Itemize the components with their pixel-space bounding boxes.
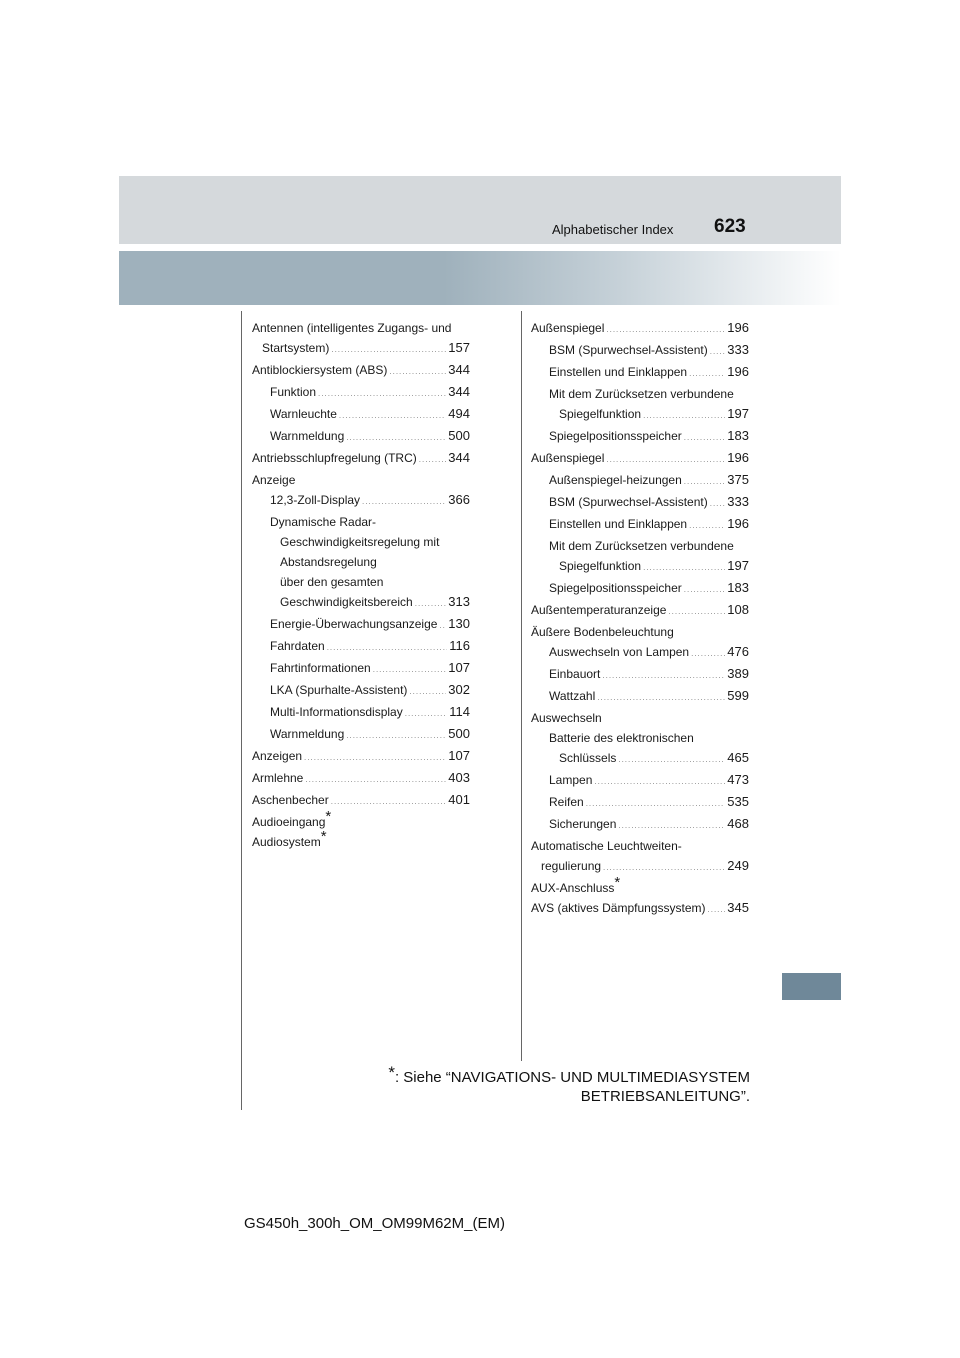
page-reference: 107: [448, 748, 470, 763]
index-term: Reifen: [549, 795, 584, 809]
footnote: [330, 1063, 750, 1106]
dot-leader: [684, 472, 726, 492]
dot-leader: [602, 666, 725, 686]
page-reference: 366: [448, 492, 470, 507]
index-term: BSM (Spurwechsel-Assistent): [549, 343, 708, 357]
index-entry: [252, 746, 470, 768]
footnote-text-1: : Siehe “NAVIGATIONS- UND MULTIMEDIASYSTEM: [394, 1069, 750, 1086]
index-term: 12,3-Zoll-Display: [270, 493, 361, 507]
page-reference: 183: [727, 580, 749, 595]
index-heading: Automatische Leuchtweiten-: [531, 839, 682, 853]
footnote-asterisk: *: [325, 808, 332, 825]
index-term: AUX-Anschluss: [531, 881, 615, 895]
index-entry-see-footnote: [252, 808, 470, 832]
index-entry: [252, 360, 470, 382]
index-entry: [531, 792, 749, 814]
index-entry: [252, 404, 470, 426]
dot-leader: [668, 602, 725, 622]
page-reference: 375: [727, 472, 749, 487]
index-entry: [531, 898, 749, 920]
index-entry: [531, 556, 749, 578]
column-divider-rule: [521, 311, 522, 1061]
page-reference: 196: [727, 364, 749, 379]
index-term: Multi-Informationsdisplay: [270, 705, 403, 719]
index-entry: [252, 382, 470, 404]
index-entry: [531, 814, 749, 836]
index-entry: [531, 686, 749, 708]
index-entry: [531, 404, 749, 426]
dot-leader: [618, 750, 725, 770]
index-term: Außenspiegel-heizungen: [549, 473, 682, 487]
page-reference: 344: [448, 362, 470, 377]
index-entry: [531, 448, 749, 470]
index-entry: [252, 768, 470, 790]
index-term: Audioeingang: [252, 815, 326, 829]
page-reference: 197: [727, 406, 749, 421]
index-term: Armlehne: [252, 771, 304, 785]
index-entry: [531, 600, 749, 622]
page-reference: 465: [727, 750, 749, 765]
index-entry: [531, 492, 749, 514]
footnote-line-1: [330, 1063, 750, 1087]
page-reference: 468: [727, 816, 749, 831]
dot-leader: [603, 858, 725, 878]
index-heading: Äußere Bodenbeleuchtung: [531, 625, 674, 639]
index-entry: [252, 636, 470, 658]
index-term: Außentemperaturanzeige: [531, 603, 667, 617]
page-reference: 401: [448, 792, 470, 807]
index-heading: Anzeige: [252, 473, 296, 487]
index-term: Auswechseln von Lampen: [549, 645, 690, 659]
index-term: Schlüssels: [559, 751, 617, 765]
page-reference: 196: [727, 320, 749, 335]
index-term: Sicherungen: [549, 817, 617, 831]
index-column-right: [531, 318, 749, 920]
dot-leader: [362, 492, 446, 512]
index-term: Spiegelfunktion: [559, 559, 642, 573]
index-entry: [252, 680, 470, 702]
index-entry: [531, 578, 749, 600]
index-entry: [531, 340, 749, 362]
page-number: 623: [714, 216, 746, 237]
index-entry-see-footnote: [531, 874, 749, 898]
dot-leader: [304, 748, 446, 768]
index-entry: [531, 514, 749, 536]
index-term: Spiegelpositionsspeicher: [549, 581, 682, 595]
page-reference: 344: [448, 384, 470, 399]
page-reference: 107: [448, 660, 470, 675]
index-heading: über den gesamten: [280, 575, 384, 589]
index-term: Funktion: [270, 385, 317, 399]
index-term: Startsystem): [262, 341, 330, 355]
dot-leader: [684, 428, 726, 448]
index-heading: Antennen (intelligentes Zugangs- und: [252, 321, 452, 335]
dot-leader: [318, 384, 446, 404]
footnote-line-2: BETRIEBSANLEITUNG”.: [580, 1088, 750, 1105]
index-term: Spiegelfunktion: [559, 407, 642, 421]
page-reference: 476: [727, 644, 749, 659]
index-term: Einbauort: [549, 667, 601, 681]
dot-leader: [710, 494, 726, 514]
index-column-left: [252, 318, 470, 852]
index-term: Einstellen und Einklappen: [549, 365, 688, 379]
page-reference: 196: [727, 516, 749, 531]
index-term: Energie-Überwachungsanzeige: [270, 617, 438, 631]
dot-leader: [684, 580, 726, 600]
dot-leader: [405, 704, 448, 724]
dot-leader: [331, 340, 446, 360]
left-column-rule: [241, 311, 242, 1110]
index-entry: [531, 318, 749, 340]
index-entry: [252, 724, 470, 746]
page-reference: 389: [727, 666, 749, 681]
dot-leader: [586, 794, 726, 814]
index-entry: [531, 470, 749, 492]
dot-leader: [339, 406, 446, 426]
index-term: Fahrtinformationen: [270, 661, 371, 675]
page-reference: 116: [449, 638, 470, 653]
dot-leader: [708, 900, 726, 920]
index-term: Spiegelpositionsspeicher: [549, 429, 682, 443]
page-reference: 473: [727, 772, 749, 787]
footnote-asterisk: *: [388, 1063, 395, 1082]
index-heading: Abstandsregelung: [280, 555, 377, 569]
index-term: Warnmeldung: [270, 429, 345, 443]
index-entry: [252, 702, 470, 724]
page-reference: 403: [448, 770, 470, 785]
decorative-gradient-band: [119, 251, 841, 305]
index-term: Antriebsschlupfregelung (TRC): [252, 451, 417, 465]
index-entry: [252, 790, 470, 812]
index-entry: [531, 426, 749, 448]
index-term: Außenspiegel: [531, 321, 605, 335]
index-term: Audiosystem: [252, 835, 321, 849]
index-entry: [531, 362, 749, 384]
page-reference: 333: [727, 342, 749, 357]
model-code: GS450h_300h_OM_OM99M62M_(EM): [244, 1215, 505, 1232]
page-reference: 183: [727, 428, 749, 443]
dot-leader: [606, 320, 725, 340]
dot-leader: [331, 792, 447, 812]
index-entry: [252, 614, 470, 636]
index-term: Antiblockiersystem (ABS): [252, 363, 388, 377]
index-entry: [252, 490, 470, 512]
index-entry: [252, 658, 470, 680]
dot-leader: [710, 342, 726, 362]
index-entry: [531, 856, 749, 878]
dot-leader: [409, 682, 446, 702]
page-reference: 197: [727, 558, 749, 573]
dot-leader: [346, 428, 446, 448]
dot-leader: [305, 770, 446, 790]
index-term: BSM (Spurwechsel-Assistent): [549, 495, 708, 509]
dot-leader: [415, 594, 447, 614]
index-term: Warnleuchte: [270, 407, 337, 421]
footnote-asterisk: *: [320, 828, 327, 845]
index-term: Lampen: [549, 773, 593, 787]
dot-leader: [643, 406, 725, 426]
index-entry: [252, 426, 470, 448]
page-reference: 345: [727, 900, 749, 915]
index-term: Fahrdaten: [270, 639, 325, 653]
page-reference: 313: [448, 594, 470, 609]
page-reference: 344: [448, 450, 470, 465]
index-term: Aschenbecher: [252, 793, 329, 807]
page-reference: 599: [727, 688, 749, 703]
index-heading: Mit dem Zurücksetzen verbundene: [549, 539, 734, 553]
index-heading: Geschwindigkeitsregelung mit: [280, 535, 440, 549]
index-entry: [531, 770, 749, 792]
page-reference: 500: [448, 428, 470, 443]
index-heading: Auswechseln: [531, 711, 602, 725]
index-term: LKA (Spurhalte-Assistent): [270, 683, 408, 697]
index-term: Außenspiegel: [531, 451, 605, 465]
dot-leader: [327, 638, 448, 658]
page-reference: 302: [448, 682, 470, 697]
index-term: Geschwindigkeitsbereich: [280, 595, 413, 609]
index-term: Warnmeldung: [270, 727, 345, 741]
chapter-tab-marker: [782, 973, 841, 1000]
dot-leader: [439, 616, 446, 636]
index-term: Anzeigen: [252, 749, 303, 763]
page-reference: 114: [449, 704, 470, 719]
index-heading: Mit dem Zurücksetzen verbundene: [549, 387, 734, 401]
dot-leader: [606, 450, 725, 470]
page-reference: 500: [448, 726, 470, 741]
page-reference: 535: [727, 794, 749, 809]
index-entry: [531, 642, 749, 664]
dot-leader: [691, 644, 725, 664]
footnote-asterisk: *: [614, 874, 621, 891]
dot-leader: [643, 558, 725, 578]
page-reference: 333: [727, 494, 749, 509]
index-entry: [252, 338, 470, 360]
dot-leader: [373, 660, 447, 680]
index-entry: [252, 592, 470, 614]
page-reference: 130: [448, 616, 470, 631]
index-heading: Batterie des elektronischen: [549, 731, 694, 745]
page-reference: 494: [448, 406, 470, 421]
dot-leader: [419, 450, 447, 470]
dot-leader: [689, 364, 725, 384]
page-reference: 157: [448, 340, 470, 355]
dot-leader: [389, 362, 446, 382]
dot-leader: [346, 726, 446, 746]
index-term: Wattzahl: [549, 689, 596, 703]
dot-leader: [594, 772, 725, 792]
dot-leader: [689, 516, 725, 536]
section-title: Alphabetischer Index: [552, 222, 674, 237]
page-reference: 196: [727, 450, 749, 465]
index-entry: [531, 748, 749, 770]
index-entry: [252, 448, 470, 470]
index-term: AVS (aktives Dämpfungssystem): [531, 901, 706, 915]
index-heading: Dynamische Radar-: [270, 515, 377, 529]
dot-leader: [597, 688, 725, 708]
page-reference: 249: [727, 858, 749, 873]
index-entry: [531, 664, 749, 686]
index-term: Einstellen und Einklappen: [549, 517, 688, 531]
index-entry-see-footnote: [252, 828, 470, 852]
dot-leader: [618, 816, 725, 836]
page-reference: 108: [727, 602, 749, 617]
index-term: regulierung: [541, 859, 602, 873]
